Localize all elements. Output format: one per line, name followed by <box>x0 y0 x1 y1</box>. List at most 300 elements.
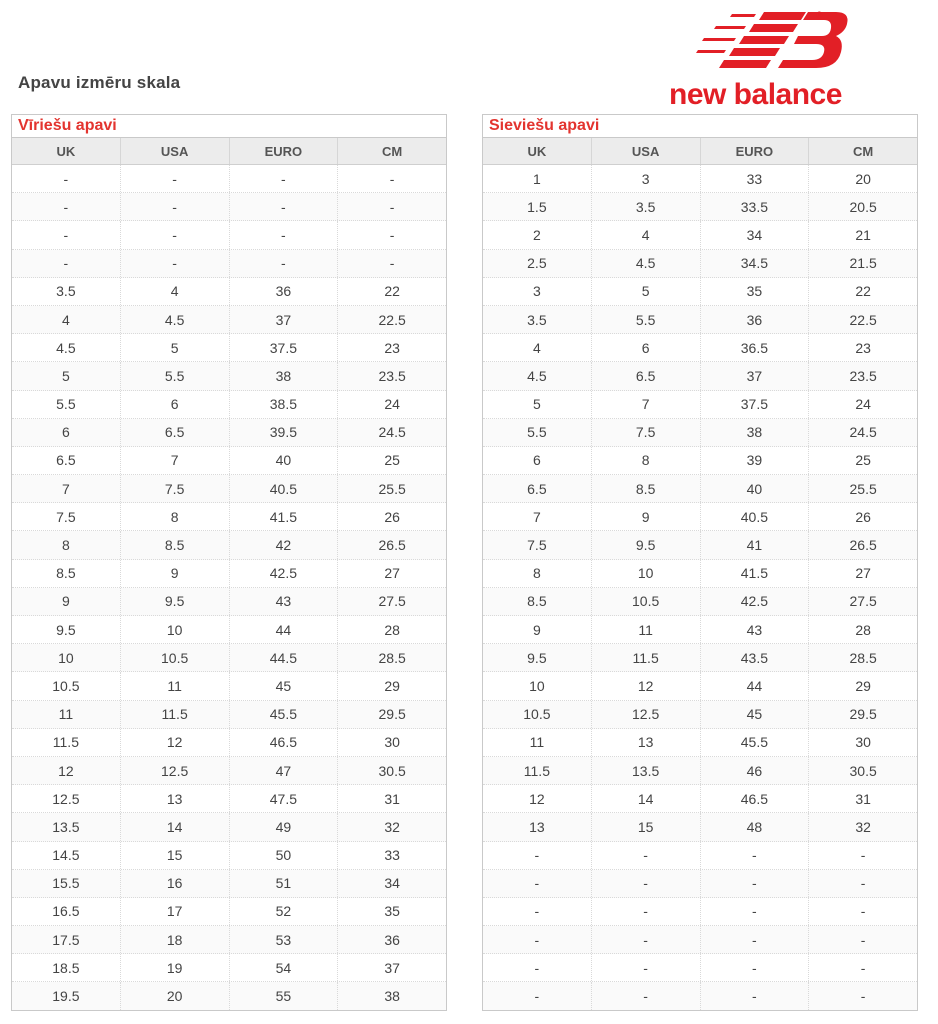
cell-cm: 26.5 <box>378 537 406 554</box>
cell-cm: 22.5 <box>849 311 877 328</box>
cell-cm: - <box>389 226 395 243</box>
cell-usa: 8.5 <box>592 475 701 502</box>
cell-usa: - <box>592 982 701 1009</box>
table-row <box>483 672 917 700</box>
cell-usa: 11.5 <box>121 701 230 728</box>
cell-euro: - <box>230 250 339 277</box>
cell-cm: 28.5 <box>849 649 877 666</box>
cell-usa: 15 <box>121 842 230 869</box>
column-header-cm: CM <box>382 143 403 159</box>
cell-uk: 12.5 <box>12 785 121 812</box>
cell-cm: 20.5 <box>849 198 877 215</box>
cell-uk: 17.5 <box>12 926 121 953</box>
cell-cm: 25 <box>384 452 400 469</box>
cell-uk: 14.5 <box>12 842 121 869</box>
cell-usa: 4 <box>592 221 701 248</box>
column-header-euro: EURO <box>230 138 339 164</box>
cell-uk: 15.5 <box>12 870 121 897</box>
cell-euro: 43.5 <box>701 644 810 671</box>
cell-cm: 31 <box>855 790 871 807</box>
cell-cm: 30.5 <box>378 762 406 779</box>
cell-usa: 5.5 <box>121 362 230 389</box>
cell-uk: 10 <box>12 644 121 671</box>
cell-euro: 45.5 <box>701 729 810 756</box>
cell-euro: 41.5 <box>701 560 810 587</box>
cell-cm: 26.5 <box>849 537 877 554</box>
cell-usa: 8.5 <box>121 531 230 558</box>
cell-euro: 41 <box>701 531 810 558</box>
cell-euro: 50 <box>230 842 339 869</box>
cell-cm: 29 <box>384 677 400 694</box>
cell-euro: 39.5 <box>230 419 339 446</box>
cell-uk: 4 <box>12 306 121 333</box>
cell-uk: 11 <box>483 729 592 756</box>
cell-usa: - <box>592 870 701 897</box>
cell-usa: 8 <box>592 447 701 474</box>
cell-usa: 17 <box>121 898 230 925</box>
cell-euro: 38.5 <box>230 391 339 418</box>
cell-euro: 46 <box>701 757 810 784</box>
cell-uk: 5.5 <box>483 419 592 446</box>
cell-cm: 29.5 <box>378 706 406 723</box>
table-row <box>12 842 446 870</box>
cell-usa: 9 <box>121 560 230 587</box>
cell-euro: 53 <box>230 926 339 953</box>
cell-uk: 16.5 <box>12 898 121 925</box>
cell-uk: - <box>483 954 592 981</box>
cell-uk: 2.5 <box>483 250 592 277</box>
column-header-cm: CM <box>853 143 874 159</box>
cell-usa: 15 <box>592 813 701 840</box>
cell-euro: 45.5 <box>230 701 339 728</box>
cell-usa: 4.5 <box>121 306 230 333</box>
cell-usa: - <box>592 954 701 981</box>
cell-usa: 7.5 <box>592 419 701 446</box>
cell-uk: 6.5 <box>12 447 121 474</box>
cell-euro: 40.5 <box>701 503 810 530</box>
cell-cm: 32 <box>855 818 871 835</box>
table-row <box>12 334 446 362</box>
cell-euro: - <box>230 221 339 248</box>
cell-euro: 54 <box>230 954 339 981</box>
table-row <box>483 729 917 757</box>
cell-uk: 11.5 <box>12 729 121 756</box>
cell-euro: - <box>701 870 810 897</box>
cell-usa: 10.5 <box>592 588 701 615</box>
cell-uk: 3 <box>483 278 592 305</box>
cell-cm: 25 <box>855 452 871 469</box>
cell-cm: 36 <box>384 931 400 948</box>
table-row <box>12 475 446 503</box>
cell-cm: - <box>860 988 866 1005</box>
table-row <box>12 306 446 334</box>
cell-uk: - <box>483 842 592 869</box>
cell-cm: 33 <box>384 847 400 864</box>
table-row <box>12 250 446 278</box>
cell-uk: 8.5 <box>483 588 592 615</box>
cell-cm: - <box>860 875 866 892</box>
table-row <box>483 842 917 870</box>
cell-uk: 8 <box>483 560 592 587</box>
men-size-table <box>11 114 447 1011</box>
cell-uk: 19.5 <box>12 982 121 1009</box>
cell-cm: - <box>860 959 866 976</box>
cell-euro: 33 <box>701 165 810 192</box>
cell-cm: 27.5 <box>378 593 406 610</box>
cell-usa: 5 <box>592 278 701 305</box>
cell-cm: 30 <box>384 734 400 751</box>
table-row <box>12 503 446 531</box>
cell-euro: - <box>701 842 810 869</box>
cell-euro: 51 <box>230 870 339 897</box>
table-row <box>483 785 917 813</box>
cell-euro: 44.5 <box>230 644 339 671</box>
cell-uk: 4.5 <box>483 362 592 389</box>
cell-euro: 45 <box>230 672 339 699</box>
cell-usa: - <box>121 193 230 220</box>
cell-euro: 40 <box>230 447 339 474</box>
cell-usa: 5.5 <box>592 306 701 333</box>
table-row <box>12 870 446 898</box>
cell-cm: 21.5 <box>849 255 877 272</box>
table-row <box>483 898 917 926</box>
cell-cm: 29.5 <box>849 706 877 723</box>
cell-uk: 4 <box>483 334 592 361</box>
cell-usa: 14 <box>121 813 230 840</box>
registered-mark: ® <box>816 10 823 20</box>
cell-euro: 45 <box>701 701 810 728</box>
table-row <box>483 391 917 419</box>
women-table-body <box>483 165 917 1010</box>
cell-usa: 7 <box>121 447 230 474</box>
table-row <box>483 362 917 390</box>
cell-cm: 20 <box>855 170 871 187</box>
table-row <box>12 531 446 559</box>
table-row <box>483 250 917 278</box>
cell-euro: 52 <box>230 898 339 925</box>
cell-uk: 4.5 <box>12 334 121 361</box>
cell-euro: 37 <box>230 306 339 333</box>
column-header-euro: EURO <box>701 138 810 164</box>
table-row <box>12 701 446 729</box>
cell-euro: - <box>230 165 339 192</box>
cell-usa: 4.5 <box>592 250 701 277</box>
cell-uk: 6 <box>483 447 592 474</box>
cell-uk: - <box>12 250 121 277</box>
nb-monogram-icon <box>694 8 854 74</box>
table-row <box>483 475 917 503</box>
cell-euro: - <box>701 926 810 953</box>
cell-uk: - <box>483 870 592 897</box>
cell-cm: - <box>860 931 866 948</box>
cell-uk: 9.5 <box>12 616 121 643</box>
table-row <box>483 419 917 447</box>
cell-uk: 7 <box>483 503 592 530</box>
cell-cm: 31 <box>384 790 400 807</box>
cell-euro: 37 <box>701 362 810 389</box>
cell-usa: 7.5 <box>121 475 230 502</box>
cell-usa: 8 <box>121 503 230 530</box>
brand-logo <box>666 8 866 111</box>
cell-cm: 26 <box>855 508 871 525</box>
cell-euro: 41.5 <box>230 503 339 530</box>
cell-usa: 19 <box>121 954 230 981</box>
cell-uk: 10.5 <box>12 672 121 699</box>
cell-uk: - <box>12 221 121 248</box>
cell-usa: 12 <box>592 672 701 699</box>
cell-usa: 6 <box>592 334 701 361</box>
table-row <box>12 644 446 672</box>
cell-uk: 7.5 <box>483 531 592 558</box>
cell-uk: 3.5 <box>12 278 121 305</box>
cell-euro: 42.5 <box>230 560 339 587</box>
cell-uk: 12 <box>483 785 592 812</box>
cell-usa: 6.5 <box>592 362 701 389</box>
cell-uk: - <box>483 926 592 953</box>
table-row <box>12 982 446 1009</box>
cell-uk: 10.5 <box>483 701 592 728</box>
table-row <box>483 588 917 616</box>
cell-euro: 46.5 <box>701 785 810 812</box>
cell-uk: 5.5 <box>12 391 121 418</box>
cell-uk: 6.5 <box>483 475 592 502</box>
cell-usa: - <box>121 221 230 248</box>
cell-usa: 12.5 <box>121 757 230 784</box>
cell-uk: 11.5 <box>483 757 592 784</box>
cell-cm: 30 <box>855 734 871 751</box>
cell-usa: 9.5 <box>121 588 230 615</box>
cell-euro: 48 <box>701 813 810 840</box>
cell-cm: 22 <box>384 283 400 300</box>
cell-uk: 3.5 <box>483 306 592 333</box>
cell-uk: 6 <box>12 419 121 446</box>
table-row <box>483 926 917 954</box>
cell-cm: - <box>389 198 395 215</box>
cell-usa: 10 <box>592 560 701 587</box>
table-row <box>483 701 917 729</box>
cell-euro: 33.5 <box>701 193 810 220</box>
table-row <box>12 954 446 982</box>
cell-usa: 12 <box>121 729 230 756</box>
table-row <box>12 813 446 841</box>
cell-cm: 22 <box>855 283 871 300</box>
cell-cm: 28 <box>384 621 400 638</box>
cell-euro: - <box>701 898 810 925</box>
cell-usa: 10.5 <box>121 644 230 671</box>
cell-usa: 9 <box>592 503 701 530</box>
cell-cm: 23 <box>855 339 871 356</box>
table-row <box>483 306 917 334</box>
cell-usa: 11 <box>592 616 701 643</box>
cell-euro: 40.5 <box>230 475 339 502</box>
cell-usa: 13 <box>592 729 701 756</box>
table-row <box>12 757 446 785</box>
cell-euro: 49 <box>230 813 339 840</box>
cell-cm: 24 <box>384 396 400 413</box>
cell-euro: 43 <box>230 588 339 615</box>
table-row <box>12 165 446 193</box>
table-row <box>483 560 917 588</box>
table-row <box>12 391 446 419</box>
cell-euro: - <box>701 954 810 981</box>
cell-euro: 34.5 <box>701 250 810 277</box>
cell-usa: 7 <box>592 391 701 418</box>
cell-uk: - <box>12 165 121 192</box>
cell-cm: 26 <box>384 508 400 525</box>
cell-usa: 3 <box>592 165 701 192</box>
cell-euro: - <box>230 193 339 220</box>
table-row <box>12 193 446 221</box>
cell-usa: 12.5 <box>592 701 701 728</box>
cell-euro: 40 <box>701 475 810 502</box>
cell-uk: 1.5 <box>483 193 592 220</box>
cell-usa: 3.5 <box>592 193 701 220</box>
cell-cm: 35 <box>384 903 400 920</box>
table-row <box>483 813 917 841</box>
women-table-title: Sieviešu apavi <box>483 115 917 138</box>
column-header-usa: USA <box>592 138 701 164</box>
cell-uk: 9 <box>483 616 592 643</box>
cell-cm: 27 <box>855 565 871 582</box>
table-row <box>483 870 917 898</box>
cell-uk: 1 <box>483 165 592 192</box>
cell-euro: 44 <box>230 616 339 643</box>
cell-usa: - <box>121 165 230 192</box>
column-header-uk: UK <box>483 138 592 164</box>
cell-usa: 14 <box>592 785 701 812</box>
cell-cm: 24.5 <box>378 424 406 441</box>
cell-euro: 47.5 <box>230 785 339 812</box>
cell-usa: 13.5 <box>592 757 701 784</box>
men-table-body <box>12 165 446 1010</box>
cell-euro: 39 <box>701 447 810 474</box>
table-row <box>483 165 917 193</box>
cell-cm: 24.5 <box>849 424 877 441</box>
cell-uk: 11 <box>12 701 121 728</box>
cell-euro: 38 <box>701 419 810 446</box>
cell-uk: 10 <box>483 672 592 699</box>
cell-cm: 30.5 <box>849 762 877 779</box>
table-row <box>483 954 917 982</box>
cell-usa: - <box>592 842 701 869</box>
table-row <box>12 588 446 616</box>
cell-usa: 6.5 <box>121 419 230 446</box>
cell-usa: 16 <box>121 870 230 897</box>
cell-euro: 37.5 <box>701 391 810 418</box>
table-row <box>12 616 446 644</box>
table-row <box>483 221 917 249</box>
cell-usa: 13 <box>121 785 230 812</box>
cell-uk: 5 <box>483 391 592 418</box>
cell-cm: 28 <box>855 621 871 638</box>
cell-usa: 20 <box>121 982 230 1009</box>
table-row <box>12 898 446 926</box>
table-row <box>483 193 917 221</box>
cell-uk: 9 <box>12 588 121 615</box>
table-row <box>483 644 917 672</box>
cell-uk: 12 <box>12 757 121 784</box>
table-row <box>483 531 917 559</box>
table-row <box>12 419 446 447</box>
table-row <box>483 278 917 306</box>
table-row <box>12 447 446 475</box>
page-title: Apavu izmēru skala <box>18 73 181 92</box>
table-row <box>12 278 446 306</box>
cell-cm: 23.5 <box>378 367 406 384</box>
cell-uk: - <box>12 193 121 220</box>
cell-cm: 38 <box>384 988 400 1005</box>
table-row <box>12 926 446 954</box>
cell-cm: 37 <box>384 959 400 976</box>
cell-cm: 22.5 <box>378 311 406 328</box>
cell-uk: 9.5 <box>483 644 592 671</box>
column-header-uk: UK <box>12 138 121 164</box>
cell-euro: 47 <box>230 757 339 784</box>
cell-uk: 7.5 <box>12 503 121 530</box>
cell-cm: 28.5 <box>378 649 406 666</box>
table-row <box>12 785 446 813</box>
cell-euro: 36 <box>701 306 810 333</box>
column-header-usa: USA <box>121 138 230 164</box>
table-row <box>12 729 446 757</box>
brand-wordmark: new balance <box>669 78 842 111</box>
cell-usa: 18 <box>121 926 230 953</box>
cell-usa: 11 <box>121 672 230 699</box>
cell-cm: 29 <box>855 677 871 694</box>
cell-usa: 11.5 <box>592 644 701 671</box>
cell-cm: - <box>389 255 395 272</box>
table-row <box>483 757 917 785</box>
women-size-table <box>482 114 918 1011</box>
cell-euro: 35 <box>701 278 810 305</box>
table-row <box>12 560 446 588</box>
table-row <box>483 334 917 362</box>
women-table-header <box>483 138 917 165</box>
table-row <box>483 447 917 475</box>
cell-cm: 24 <box>855 396 871 413</box>
table-row <box>483 616 917 644</box>
cell-uk: - <box>483 982 592 1009</box>
cell-uk: 7 <box>12 475 121 502</box>
table-row <box>12 362 446 390</box>
cell-uk: - <box>483 898 592 925</box>
cell-usa: 9.5 <box>592 531 701 558</box>
cell-cm: 23 <box>384 339 400 356</box>
cell-euro: 55 <box>230 982 339 1009</box>
cell-usa: - <box>592 898 701 925</box>
cell-cm: - <box>389 170 395 187</box>
cell-cm: 27 <box>384 565 400 582</box>
cell-uk: 13 <box>483 813 592 840</box>
cell-cm: - <box>860 847 866 864</box>
cell-euro: 42 <box>230 531 339 558</box>
men-table-title: Vīriešu apavi <box>12 115 446 138</box>
cell-uk: 13.5 <box>12 813 121 840</box>
cell-uk: 8.5 <box>12 560 121 587</box>
table-row <box>483 982 917 1009</box>
cell-euro: 43 <box>701 616 810 643</box>
cell-usa: 10 <box>121 616 230 643</box>
cell-cm: 25.5 <box>378 480 406 497</box>
cell-cm: - <box>860 903 866 920</box>
cell-uk: 8 <box>12 531 121 558</box>
cell-euro: 34 <box>701 221 810 248</box>
cell-euro: 42.5 <box>701 588 810 615</box>
cell-usa: 4 <box>121 278 230 305</box>
men-table-header <box>12 138 446 165</box>
cell-euro: 44 <box>701 672 810 699</box>
cell-euro: 38 <box>230 362 339 389</box>
